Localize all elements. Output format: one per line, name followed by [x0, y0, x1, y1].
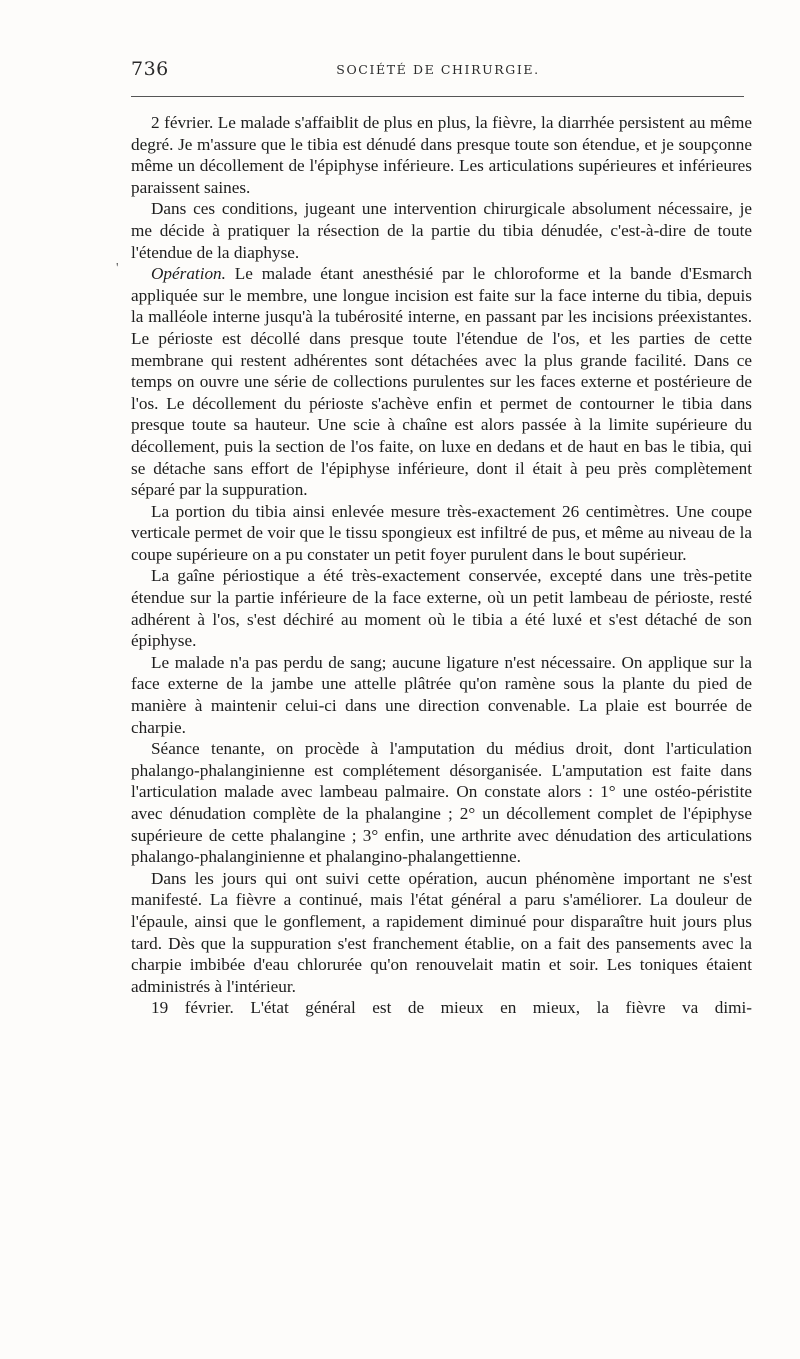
paragraph [131, 263, 752, 501]
paragraph: La gaîne périostique a été très-exactement conservée, excepté dans une très-petite étendue sur la partie inférieure de la face externe, où un petit lambeau de périoste, resté adhérent à l'os, s'est déchiré au moment où le tibia a été luxé et s'est détaché de son épiphyse. [131, 566, 752, 651]
paragraph-text: Le malade étant anesthésié par le chloroforme et la bande d'Esmarch appliquée sur le membre, une longue incision est faite sur la face interne du tibia, depuis la malléole interne jusqu'à la tubérosité interne, en passant par les incisions préexistantes. Le périoste est décollé dans presque toute l'étendue de l'os, et les parties de cette membrane qui restent adhérentes sont détachées avec la plus grande facilité. Dans ce temps on ouvre une série de collections purulentes sur les faces externe et postérieure de l'os. Le décollement du périoste s'achève enfin et permet de contourner le tibia dans presque toute sa hauteur. Une scie à chaîne est alors passée à la limite supérieure du décollement, puis la section de l'os faite, on luxe en dedans et de haut en bas le tibia, qui se détache sans effort de l'épiphyse inférieure, dont il était à peu près complètement séparé par la suppuration. [131, 264, 752, 500]
running-title: SOCIÉTÉ DE CHIRURGIE. [336, 62, 540, 77]
paragraph: 19 février. L'état général est de mieux en mieux, la fièvre va dimi- [151, 998, 752, 1018]
paragraph: Séance tenante, on procède à l'amputation du médius droit, dont l'articulation phalango-phalanginienne est complétement désorganisée. L'amputation est faite dans l'articulation malade avec lambeau palmaire. On constate alors : 1° une ostéo-péristite avec dénudation complète de la phalangine ; 2° un décollement complet de l'épiphyse supérieure de cette phalangine ; 3° enfin, une arthrite avec dénudation des articulations phalango-phalanginienne et phalangino-phalangettienne. [131, 739, 752, 867]
margin-mark: ' [116, 261, 119, 276]
paragraph: Le malade n'a pas perdu de sang; aucune ligature n'est nécessaire. On applique sur la face externe de la jambe une attelle plâtrée qu'on ramène sous la plante du pied de manière à maintenir celui-ci dans une direction convenable. La plaie est bourrée de charpie. [131, 652, 752, 737]
paragraph: Dans les jours qui ont suivi cette opération, aucun phénomène important ne s'est manifesté. La fièvre a continué, mais l'état général a paru s'améliorer. La douleur de l'épaule, ainsi que le gonflement, a rapidement diminué pour disparaître huit jours plus tard. Dès que la suppuration s'est franchement établie, on a fait des pansements avec la charpie imbibée d'eau chlorurée qu'on renouvelait matin et soir. Les toniques étaient administrés à l'intérieur. [131, 868, 752, 996]
paragraph-lead: Opération. [151, 264, 226, 284]
body-text [131, 112, 752, 1019]
paragraph: Dans ces conditions, jugeant une intervention chirurgicale absolument nécessaire, je me décide à pratiquer la résection de la partie du tibia dénudée, c'est-à-dire de toute l'étendue de la diaphyse. [131, 199, 752, 262]
paragraph: La portion du tibia ainsi enlevée mesure très-exactement 26 centimètres. Une coupe verticale permet de voir que le tissu spongieux est infiltré de pus, et même au niveau de la coupe supérieure on a pu constater un petit foyer purulent dans le bout supérieur. [131, 501, 752, 564]
header-rule [131, 96, 744, 97]
page-header [128, 58, 748, 86]
paragraph: 2 février. Le malade s'affaiblit de plus en plus, la fièvre, la diarrhée persistent au même degré. Je m'assure que le tibia est dénudé dans presque toute son étendue, et je soupçonne même un décollement de l'épiphyse inférieure. Les articulations supérieures et inférieures paraissent saines. [131, 113, 752, 197]
page-number: 736 [131, 58, 169, 80]
